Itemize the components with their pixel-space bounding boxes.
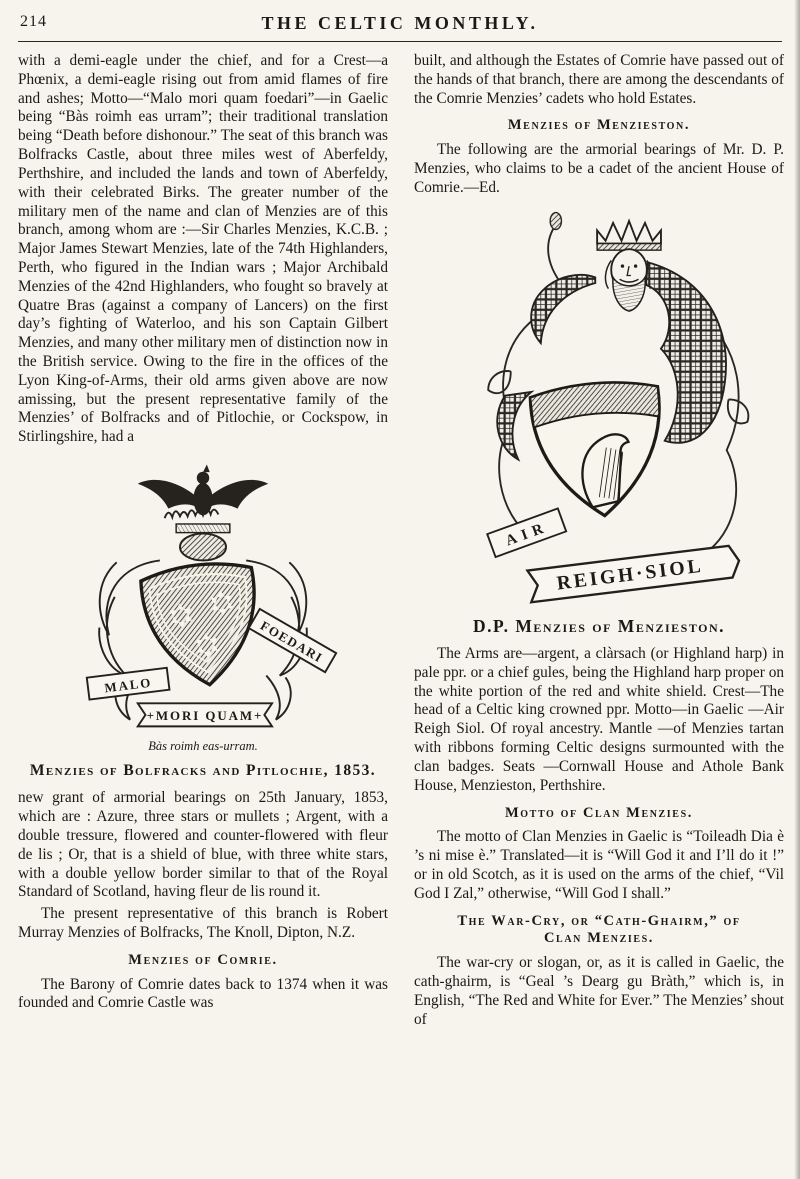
- left-column: [18, 52, 388, 1033]
- ribbon-mori-text: +MORI QUAM+: [146, 708, 264, 724]
- ribbon-foedari: [249, 609, 336, 672]
- figure-bolfracks-arms: [18, 453, 388, 780]
- section-heading-warcry: [414, 913, 784, 949]
- page-header: [18, 10, 782, 42]
- section-heading-motto: Motto of Clan Menzies.: [505, 804, 693, 821]
- bolfracks-arms-illustration: [59, 453, 347, 735]
- helmet: [180, 534, 226, 561]
- paragraph: The Barony of Comrie dates back to 1374 when it was founded and Comrie Castle was: [18, 975, 388, 1012]
- text-columns: [0, 42, 800, 1033]
- menzieston-arms-illustration: [430, 204, 768, 608]
- thistle-badge: [550, 212, 561, 229]
- section-heading-menzieston: Menzies of Menzieston.: [507, 117, 691, 134]
- paragraph: The following are the armorial bearings of Mr. D. P. Menzies, who claims to be a cadet of the ancient House of Comrie.—Ed.: [414, 141, 784, 196]
- ribbon-malo-text: MALO: [103, 674, 153, 696]
- paragraph: The motto of Clan Menzies in Gaelic is “Toileadh Dia è ’s ni mise è.” Translated—it is “Will God it and I’ll do it !” or in old Scotch, as it is used on the arms of the chief, “Vil God I Zal,” otherwise, “Will God I shall.”: [414, 828, 784, 902]
- paragraph: new grant of armorial bearings on 25th January, 1853, which are : Azure, three stars or mullets ; Argent, with a double tressure, flowered and counter-flowered with fleur de lis ; Or, that is a shield of blue, with three white stars, with a double yellow border similar to that of the Royal Standard of Scotland, having fleur de lis round it.: [18, 789, 388, 901]
- torse: [176, 524, 230, 533]
- figure-caption: Bàs roimh eas-urram.: [148, 738, 258, 753]
- phoenix-crest: [138, 465, 268, 519]
- ribbon-malo: [87, 668, 170, 700]
- paragraph: with a demi-eagle under the chief, and for a Crest—a Phœnix, a demi-eagle rising out from amid flames of fire and ashes; Motto—“Malo mori quam foedari”—in Gaelic being “Bàs roimh eas urram”; their traditional translation being “Death before dishonour.” The seat of this branch was Bolfracks Castle, about three miles west of Aberfeldy, Perthshire, and included the lands and town of Aberfeldy, with their celebrated Birks. The greater number of the military men of the name and clan of Menzies are of this branch, among whom are :—Sir Charles Menzies, K.C.B. ; Major James Stewart Menzies, late of the 74th Highlanders, Perth, who figured in the Indian wars ; Major Archibald Menzies of the 42nd Highlanders, who fought so bravely at Quatre Bras (against a company of Lancers) on the first day’s fighting of Waterloo, and his son Captain Gilbert Menzies, and many other military men of distinction now in the British service. Owing to the fire in the offices of the Lyon King-of-Arms, their old arms given above are now amissing, but the present representative family of the Menzies’ of Bolfracks and of Pitlochie, or Cockspow, in Stirlingshire, had a: [18, 52, 388, 446]
- shield: [529, 378, 668, 521]
- right-column: [414, 52, 784, 1033]
- section-heading-warcry-line2: Clan Menzies.: [543, 930, 654, 947]
- banner-reigh-siol-text: REIGH·SIOL: [555, 554, 705, 595]
- section-heading-comrie: Menzies of Comrie.: [128, 951, 278, 968]
- motto-banner-air: [487, 508, 566, 557]
- motto-banner-reigh-siol: [527, 545, 741, 602]
- crown: [597, 221, 661, 244]
- paragraph: The war-cry or slogan, or, as it is called in Gaelic, the cath-ghairm, is “Geal ’s Dearg gu Bràth,” which is, in English, “The Red and White for Ever.” The Menzies’ shout of: [414, 954, 784, 1028]
- figure-title: Menzies of Bolfracks and Pitlochie, 1853.: [29, 762, 377, 780]
- paragraph: The present representative of this branch is Robert Murray Menzies of Bolfracks, The Knoll, Dipton, N.Z.: [18, 905, 388, 941]
- ribbon-foedari-text: FOEDARI: [257, 617, 326, 666]
- section-heading-warcry-line1: The War-Cry, or “Cath-Ghairm,” of: [457, 912, 741, 929]
- journal-title: THE CELTIC MONTHLY.: [261, 13, 539, 33]
- paragraph: The Arms are—argent, a clàrsach (or Highland harp) in pale ppr. or a chief gules, being the Highland harp proper on the white portion of the red and white shield. Crest—The head of a Celtic king crowned ppr. Motto—in Gaelic —Air Reigh Siol. Of royal ancestry. Mantle —of Menzies tartan with ribbons forming Celtic designs surmounted with the clan badges. Seats —Cornwall House and Athole Bank House, Menzieston, Perthshire.: [414, 645, 784, 794]
- figure-menzieston-arms: [414, 204, 784, 637]
- banner-air-text: AIR: [503, 518, 551, 550]
- paragraph: built, and although the Estates of Comrie have passed out of the hands of that branch, there are among the descendants of the Comrie Menzies’ cadets who hold Estates.: [414, 52, 784, 107]
- page-number: 214: [20, 13, 47, 30]
- ribbon-mori-quam: [138, 703, 272, 726]
- figure-caption: D.P. Menzies of Menzieston.: [473, 615, 725, 636]
